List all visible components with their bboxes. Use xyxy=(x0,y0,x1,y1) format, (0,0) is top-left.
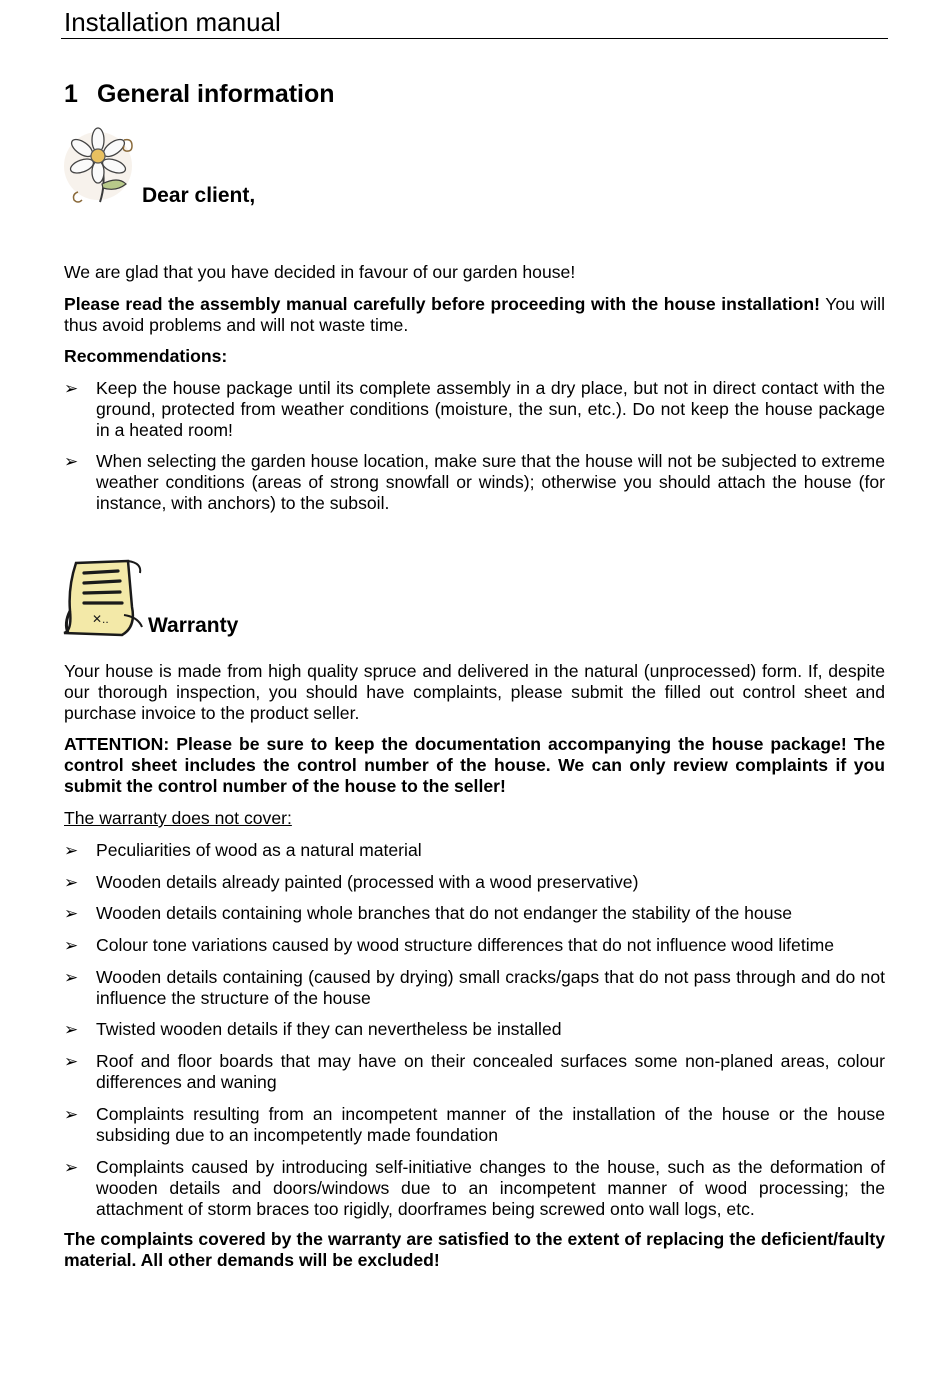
list-item-text: When selecting the garden house location, make sure that the house will not be subjected to extreme weather conditions (areas of strong snowfall or winds); otherwise you should attach the house (for instance, with anchors) to the subsoil. xyxy=(96,451,885,513)
list-item xyxy=(64,1157,885,1220)
list-item-text: Roof and floor boards that may have on their concealed surfaces some non-planed areas, colour differences and waning xyxy=(96,1051,885,1092)
list-item xyxy=(64,378,885,441)
arrowhead-bullet-icon: ➢ xyxy=(64,379,79,398)
read-rest-text: You will thus avoid problems and will not waste time. xyxy=(64,294,885,335)
list-item-text: Keep the house package until its complete assembly in a dry place, but not in direct contact with the ground, protected from weather conditions (moisture, the sun, etc.). Do not keep the house package in a heated room! xyxy=(96,378,885,440)
header-title: Installation manual xyxy=(64,7,281,37)
list-item-text: Complaints resulting from an incompetent manner of the installation of the house or the house subsiding due to an incompetently made foundation xyxy=(96,1104,885,1145)
section-title-text: General information xyxy=(97,80,335,108)
arrowhead-bullet-icon: ➢ xyxy=(64,968,79,987)
svg-text:✕..: ✕.. xyxy=(92,612,109,626)
paper-scroll-icon xyxy=(62,557,144,637)
section-number: 1 xyxy=(64,80,78,108)
list-item xyxy=(64,840,885,861)
closing-text: The complaints covered by the warranty are satisfied to the extent of replacing the deficient/faulty material. All other demands will be excluded! xyxy=(64,1229,885,1270)
arrowhead-bullet-icon: ➢ xyxy=(64,1020,79,1039)
arrowhead-bullet-icon: ➢ xyxy=(64,452,79,471)
warranty-paragraph xyxy=(64,661,885,724)
list-item xyxy=(64,451,885,514)
list-item-text: Colour tone variations caused by wood structure differences that do not influence wood lifetime xyxy=(96,935,835,955)
list-item xyxy=(64,872,885,893)
page-header xyxy=(61,4,888,39)
arrowhead-bullet-icon: ➢ xyxy=(64,904,79,923)
arrowhead-bullet-icon: ➢ xyxy=(64,1052,79,1071)
greeting: Dear client, xyxy=(142,184,256,207)
list-item xyxy=(64,1051,885,1093)
warranty-paragraph-text: Your house is made from high quality spruce and delivered in the natural (unprocessed) form. If, despite our thorough inspection, you should have complaints, please submit the filled out control sheet and purchase invoice to the product seller. xyxy=(64,661,885,723)
read-bold-text: Please read the assembly manual carefully before proceeding with the house installation! xyxy=(64,294,820,314)
arrowhead-bullet-icon: ➢ xyxy=(64,936,79,955)
list-item xyxy=(64,967,885,1009)
list-item xyxy=(64,1104,885,1146)
daisy-flower-icon xyxy=(62,126,138,204)
intro-glad xyxy=(64,262,885,283)
not-cover-heading-text: The warranty does not cover: xyxy=(64,808,292,828)
list-item-text: Peculiarities of wood as a natural material xyxy=(96,840,422,860)
arrowhead-bullet-icon: ➢ xyxy=(64,841,79,860)
not-cover-list xyxy=(64,840,885,1220)
list-item-text: Wooden details containing (caused by drying) small cracks/gaps that do not pass through and do not influence the structure of the house xyxy=(96,967,885,1008)
intro-glad-text: We are glad that you have decided in favour of our garden house! xyxy=(64,262,576,282)
recommendations-list xyxy=(64,378,885,514)
list-item-text: Twisted wooden details if they can nevertheless be installed xyxy=(96,1019,562,1039)
list-item-text: Wooden details containing whole branches that do not endanger the stability of the house xyxy=(96,903,793,923)
arrowhead-bullet-icon: ➢ xyxy=(64,873,79,892)
list-item xyxy=(64,935,885,956)
closing-paragraph xyxy=(64,1229,885,1271)
warranty-title: Warranty xyxy=(148,614,239,637)
section-title xyxy=(64,80,335,109)
recommendations-heading xyxy=(64,346,885,367)
recommendations-heading-text: Recommendations: xyxy=(64,346,228,366)
list-item-text: Complaints caused by introducing self-initiative changes to the house, such as the deformation of wooden details and doors/windows due to an incompetent manner of wood processing; the attachment of storm braces too rigidly, doorframes being screwed onto wall logs, etc. xyxy=(96,1157,885,1219)
list-item xyxy=(64,1019,885,1040)
list-item-text: Wooden details already painted (processed with a wood preservative) xyxy=(96,872,639,892)
arrowhead-bullet-icon: ➢ xyxy=(64,1158,79,1177)
intro-read-paragraph xyxy=(64,294,885,336)
list-item xyxy=(64,903,885,924)
not-cover-heading xyxy=(64,808,885,829)
attention-text: ATTENTION: Please be sure to keep the documentation accompanying the house package! The control sheet includes the control number of the house. We can only review complaints if you submit the control number of the house to the seller! xyxy=(64,734,885,796)
attention-paragraph xyxy=(64,734,885,797)
arrowhead-bullet-icon: ➢ xyxy=(64,1105,79,1124)
